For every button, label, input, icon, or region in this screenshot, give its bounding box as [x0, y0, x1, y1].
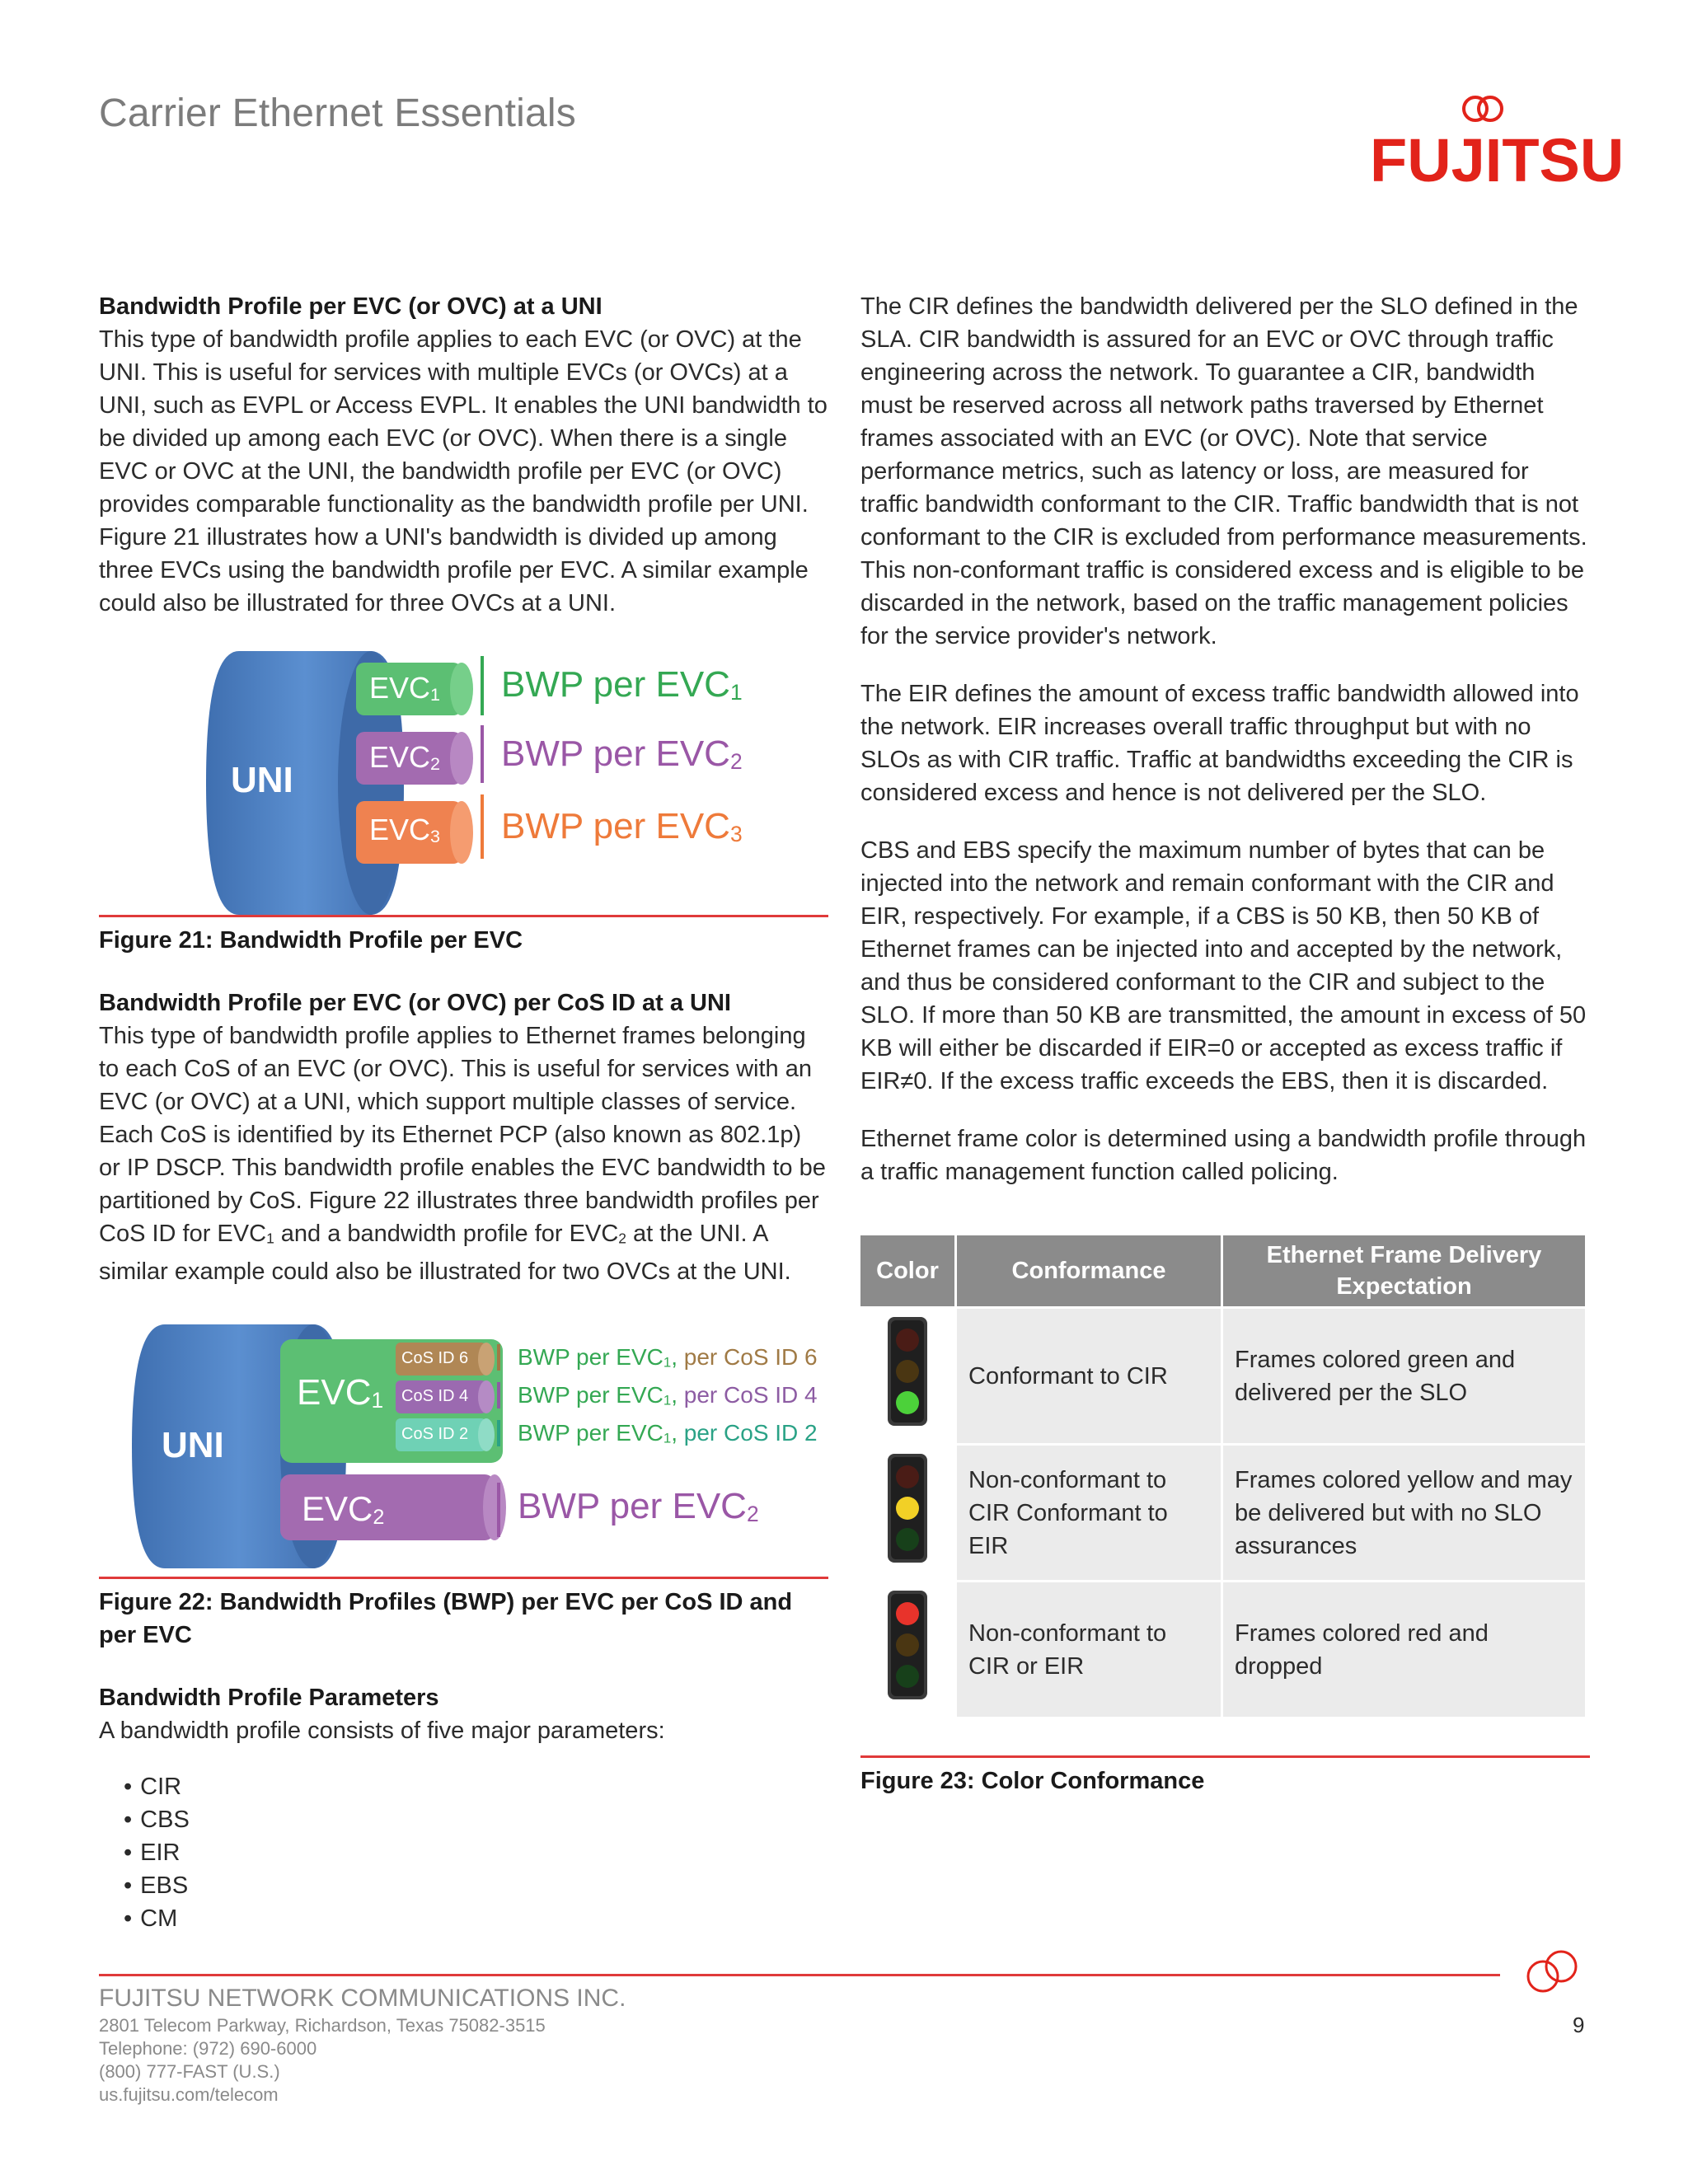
bwp-evc2-label-22: BWP per $EVC_2$ [518, 1485, 759, 1526]
cos6-label: CoS ID 6 [401, 1348, 469, 1367]
figure-23-rule [860, 1755, 1590, 1758]
table-header-expectation: Ethernet Frame Delivery Expectation [1223, 1235, 1585, 1306]
footer-website[interactable]: us.fujitsu.com/telecom [99, 2084, 279, 2105]
section-heading-parameters: Bandwidth Profile Parameters [99, 1684, 439, 1711]
paragraph-cbs-ebs: CBS and EBS specify the maximum number of bytes that can be injected into the network and remain conformant with the CIR and EIR, respectively. For example, if a CBS is 50 KB, then 50 KB of Ethernet frames can be injected into and accepted by the network, and thus be considered conformant to the CIR and subject to the SLO. If more than 50 KB are transmitted, the amount in excess of 50 KB will either be discarded if EIR=0 or accepted as excess traffic if EIR≠0. If the excess traffic exceeds the EBS, then it is discarded. [860, 837, 1587, 1094]
uni-label: UNI [231, 760, 293, 800]
list-item: • EBS [124, 1869, 828, 1902]
figure-22 [99, 1321, 828, 1577]
footer-rule [99, 1974, 1500, 1976]
table-row [860, 1309, 1585, 1443]
expectation-cell: Frames colored red and dropped [1223, 1582, 1585, 1717]
footer-phone: Telephone: (972) 690-6000 [99, 2038, 317, 2059]
bwp-cos4-label: BWP per $EVC_1$, per CoS ID 4 [518, 1381, 818, 1408]
bwp-evc2-label: BWP per $EVC_2$ [501, 733, 743, 774]
parameter-list [99, 1770, 828, 1935]
color-conformance-table [858, 1233, 1587, 1719]
right-column [860, 290, 1590, 1797]
table-header-color: Color [860, 1235, 954, 1306]
section-body-bwp-per-cos: This type of bandwidth profile applies to Ethernet frames belonging to each CoS of an EVC (or OVC). This is useful for services with an EVC (or OVC) at a UNI, which support multiple classes of service. Each CoS is identified by its Ethernet PCP (also known as 802.1p) or IP DSCP. This bandwidth profile enables the EVC bandwidth to be partitioned by CoS. Figure 22 illustrates three bandwidth profiles per CoS ID for $EVC_1$ and a bandwidth profile for $EVC_2$ at the UNI. A similar example could also be illustrated for two OVCs at the UNI. [99, 1023, 826, 1285]
bwp-cos6-label: BWP per $EVC_1$, per CoS ID 6 [518, 1343, 818, 1371]
paragraph-eir: The EIR defines the amount of excess traffic bandwidth allowed into the network. EIR increases overall traffic throughput but with no SLOs as with CIR traffic. Traffic at bandwidths exceeding the CIR is considered excess and hence is not delivered per the SLO. [860, 681, 1579, 806]
cos2-label: CoS ID 2 [401, 1424, 469, 1443]
traffic-light-red-icon [860, 1582, 954, 1717]
conformance-cell: Conformant to CIR [957, 1309, 1221, 1443]
evc3-label: $EVC_3$ [369, 813, 441, 847]
section-heading-bwp-per-cos: Bandwidth Profile per EVC (or OVC) per CoS ID at a UNI [99, 990, 731, 1016]
figure-21-caption: Figure 21: Bandwidth Profile per EVC [99, 927, 523, 954]
figure-22-caption: Figure 22: Bandwidth Profiles (BWP) per EVC per CoS ID and per EVC [99, 1588, 793, 1648]
fujitsu-logo [1368, 91, 1625, 206]
list-item: • EIR [124, 1836, 828, 1869]
list-item: • CBS [124, 1803, 828, 1836]
figure-23-caption: Figure 23: Color Conformance [860, 1768, 1205, 1794]
conformance-cell: Non-conformant to CIR or EIR [957, 1582, 1221, 1717]
bwp-evc3-label: BWP per $EVC_3$ [501, 806, 743, 846]
fujitsu-infinity-icon [1515, 1947, 1589, 1996]
figure-22-rule [99, 1577, 828, 1579]
section-heading-bwp-per-evc: Bandwidth Profile per EVC (or OVC) at a UNI [99, 293, 603, 320]
section-body-parameters: A bandwidth profile consists of five major parameters: [99, 1717, 665, 1744]
conformance-cell: Non-conformant to CIR Conformant to EIR [957, 1446, 1221, 1580]
traffic-light-green-icon [860, 1309, 954, 1443]
expectation-cell: Frames colored yellow and may be delivered but with no SLO assurances [1223, 1446, 1585, 1580]
list-item: • CM [124, 1902, 828, 1935]
bwp-evc1-label: BWP per $EVC_1$ [501, 664, 743, 705]
logo-text: FUJITSU [1370, 126, 1625, 194]
traffic-light-yellow-icon [860, 1446, 954, 1580]
figure-21-rule [99, 915, 828, 917]
evc1-label: $EVC_1$ [369, 671, 441, 705]
evc2-label: $EVC_2$ [369, 740, 441, 775]
list-item: • CIR [124, 1770, 828, 1803]
expectation-cell: Frames colored green and delivered per the SLO [1223, 1309, 1585, 1443]
section-body-bwp-per-evc: This type of bandwidth profile applies to each EVC (or OVC) at the UNI. This is useful for services with multiple EVCs (or OVCs) at a UNI, such as EVPL or Access EVPL. It enables the UNI bandwidth to be divided up among each EVC (or OVC). When there is a single EVC or OVC at the UNI, the bandwidth profile per EVC (or OVC) provides comparable functionality as the bandwidth profile per UNI. Figure 21 illustrates how a UNI's bandwidth is divided up among three EVCs using the bandwidth profile per EVC. A similar example could also be illustrated for three OVCs at a UNI. [99, 326, 828, 616]
page-number: 9 [1573, 2013, 1585, 2037]
evc2-label-22: $EVC_2$ [302, 1488, 385, 1529]
cos4-label: CoS ID 4 [401, 1386, 469, 1405]
paragraph-color: Ethernet frame color is determined using a bandwidth profile through a traffic management function called policing. [860, 1126, 1587, 1185]
left-column [99, 290, 828, 1935]
figure-21 [99, 643, 828, 915]
footer-address: 2801 Telecom Parkway, Richardson, Texas 75082-3515 [99, 2015, 546, 2036]
footer-phone-tollfree: (800) 777-FAST (U.S.) [99, 2061, 280, 2082]
table-header-conformance: Conformance [957, 1235, 1221, 1306]
footer-company: FUJITSU NETWORK COMMUNICATIONS INC. [99, 1985, 626, 2012]
evc1-label-22: $EVC_1$ [297, 1371, 384, 1413]
paragraph-cir: The CIR defines the bandwidth delivered per the SLO defined in the SLA. CIR bandwidth is assured for an EVC or OVC through traffic engineering across the network. To guarantee a CIR, bandwidth must be reserved across all network paths traversed by Ethernet frames associated with an EVC (or OVC). Note that service performance metrics, such as latency or loss, are measured for traffic bandwidth conformant to the CIR. Traffic bandwidth that is not conformant to the CIR is excluded from performance measurements. This non-conformant traffic is considered excess and is eligible to be discarded in the network, based on the traffic management policies for the service provider's network. [860, 293, 1587, 649]
table-row [860, 1582, 1585, 1717]
page-title: Carrier Ethernet Essentials [99, 91, 576, 135]
table-row [860, 1446, 1585, 1580]
uni-label-22: UNI [162, 1424, 224, 1465]
bwp-cos2-label: BWP per $EVC_1$, per CoS ID 2 [518, 1419, 818, 1446]
